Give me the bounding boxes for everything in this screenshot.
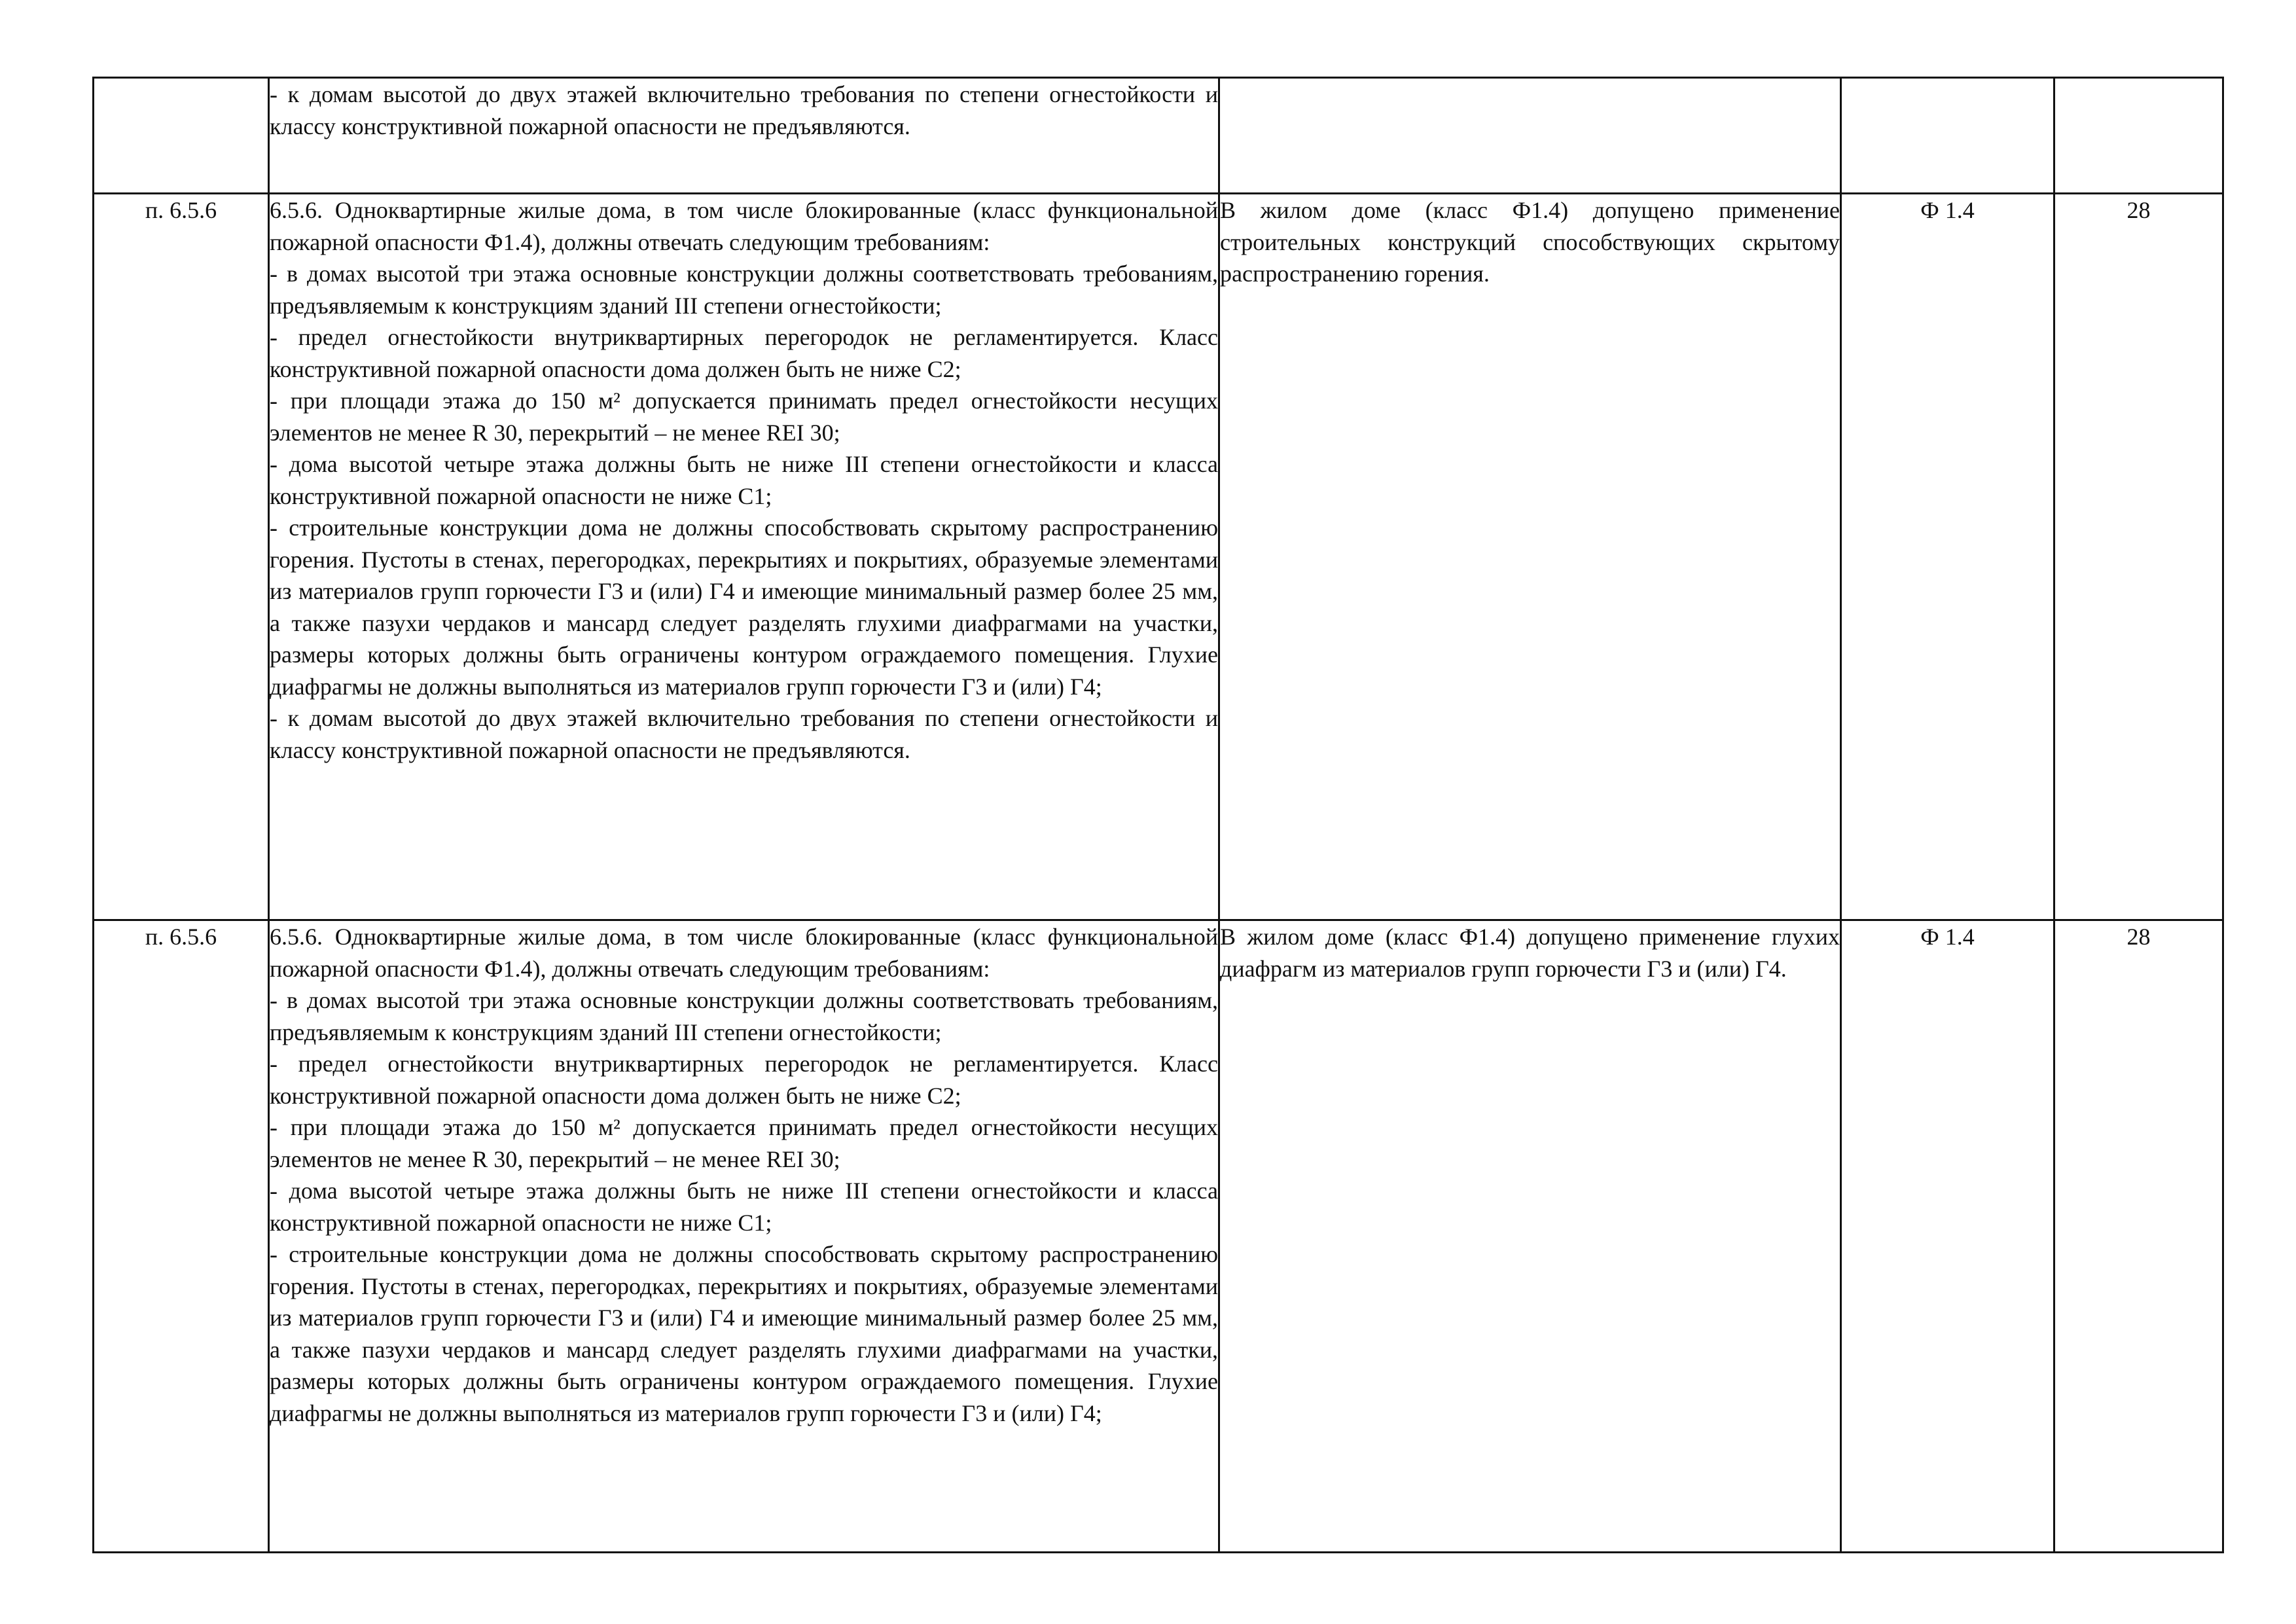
violations-table	[92, 77, 2224, 1553]
page-number-cell: 28	[2054, 920, 2223, 1553]
requirement-paragraph: - к домам высотой до двух этажей включительно требования по степени огнестойкости и классу конструктивной пожарной опасности не предъявляются.	[270, 81, 1218, 139]
requirement-paragraph: - дома высотой четыре этажа должны быть не ниже III степени огнестойкости и класса конструктивной пожарной опасности не ниже С1;	[270, 1178, 1218, 1236]
requirement-paragraph: - при площади этажа до 150 м² допускается принимать предел огнестойкости несущих элементов не менее R 30, перекрытий – не менее REI 30;	[270, 1114, 1218, 1172]
fire-class-cell	[1841, 78, 2054, 194]
requirement-cell	[269, 920, 1219, 1553]
requirement-paragraph: 6.5.6. Одноквартирные жилые дома, в том числе блокированные (класс функциональной пожарной опасности Ф1.4), должны отвечать следующим требованиям:	[270, 924, 1218, 982]
table-row	[94, 920, 2223, 1553]
norm-reference-cell: п. 6.5.6	[94, 920, 269, 1553]
fire-class-cell: Ф 1.4	[1841, 194, 2054, 920]
table-row	[94, 78, 2223, 194]
requirement-paragraph: - строительные конструкции дома не должны способствовать скрытому распространению горения. Пустоты в стенах, перегородках, перекрытиях и покрытиях, образуемые элементами из материалов групп горючести Г3 и (или) Г4 и имеющие минимальный размер более 25 мм, а также пазухи чердаков и мансард следует разделять глухими диафрагмами на участки, размеры которых должны быть ограничены контуром ограждаемого помещения. Глухие диафрагмы не должны выполняться из материалов групп горючести Г3 и (или) Г4;	[270, 514, 1218, 700]
violation-cell	[1219, 78, 1841, 194]
requirement-paragraph: - дома высотой четыре этажа должны быть не ниже III степени огнестойкости и класса конструктивной пожарной опасности не ниже С1;	[270, 451, 1218, 509]
requirement-paragraph: - к домам высотой до двух этажей включительно требования по степени огнестойкости и классу конструктивной пожарной опасности не предъявляются.	[270, 705, 1218, 763]
page-number-cell: 28	[2054, 194, 2223, 920]
fire-class-cell: Ф 1.4	[1841, 920, 2054, 1553]
requirement-paragraph: - предел огнестойкости внутриквартирных перегородок не регламентируется. Класс конструктивной пожарной опасности дома должен быть не ниже С2;	[270, 324, 1218, 382]
violation-cell: В жилом доме (класс Ф1.4) допущено применение строительных конструкций способствующих скрытому распространению горения.	[1219, 194, 1841, 920]
norm-reference-cell	[94, 78, 269, 194]
requirement-paragraph: - в домах высотой три этажа основные конструкции должны соответствовать требованиям, предъявляемым к конструкциям зданий III степени огнестойкости;	[270, 987, 1218, 1045]
requirement-paragraph: - строительные конструкции дома не должны способствовать скрытому распространению горения. Пустоты в стенах, перегородках, перекрытиях и покрытиях, образуемые элементами из материалов групп горючести Г3 и (или) Г4 и имеющие минимальный размер более 25 мм, а также пазухи чердаков и мансард следует разделять глухими диафрагмами на участки, размеры которых должны быть ограничены контуром ограждаемого помещения. Глухие диафрагмы не должны выполняться из материалов групп горючести Г3 и (или) Г4;	[270, 1241, 1218, 1426]
requirement-paragraph: - предел огнестойкости внутриквартирных перегородок не регламентируется. Класс конструктивной пожарной опасности дома должен быть не ниже С2;	[270, 1051, 1218, 1109]
table-row	[94, 194, 2223, 920]
requirement-cell	[269, 194, 1219, 920]
requirement-paragraph: 6.5.6. Одноквартирные жилые дома, в том числе блокированные (класс функциональной пожарной опасности Ф1.4), должны отвечать следующим требованиям:	[270, 197, 1218, 255]
violation-cell: В жилом доме (класс Ф1.4) допущено применение глухих диафрагм из материалов групп горючести Г3 и (или) Г4.	[1219, 920, 1841, 1553]
requirement-paragraph: - в домах высотой три этажа основные конструкции должны соответствовать требованиям, предъявляемым к конструкциям зданий III степени огнестойкости;	[270, 261, 1218, 319]
norm-reference-cell: п. 6.5.6	[94, 194, 269, 920]
page-number-cell	[2054, 78, 2223, 194]
requirement-paragraph: - при площади этажа до 150 м² допускается принимать предел огнестойкости несущих элементов не менее R 30, перекрытий – не менее REI 30;	[270, 388, 1218, 446]
requirement-cell	[269, 78, 1219, 194]
